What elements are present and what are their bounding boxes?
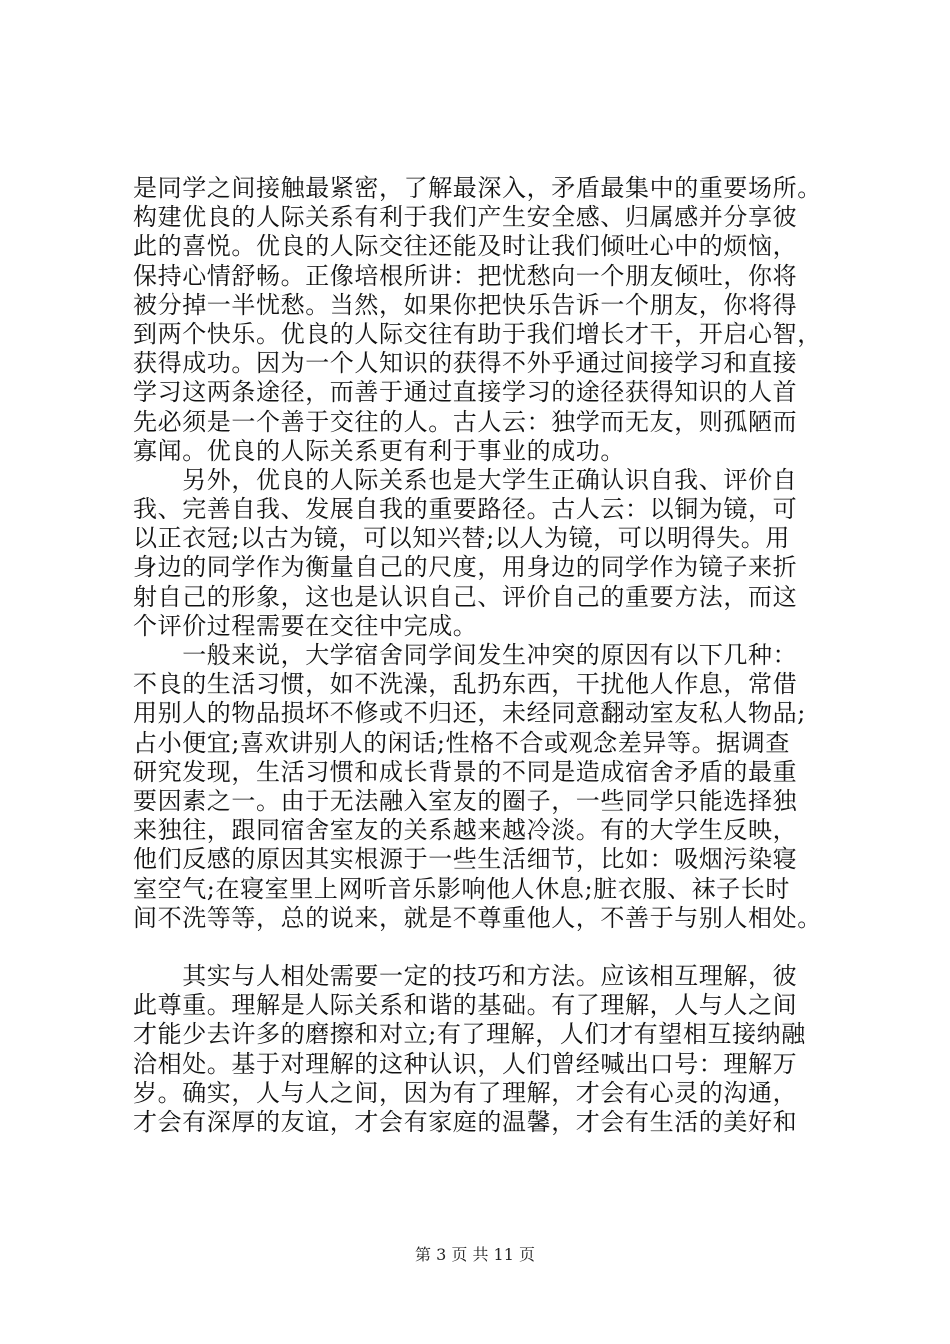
text-line: 才能少去许多的磨擦和对立;有了理解，人们才有望相互接纳融 <box>133 1020 806 1049</box>
text-line: 是同学之间接触最紧密，了解最深入，矛盾最集中的重要场所。 <box>133 174 822 202</box>
text-line: 岁。确实，人与人之间，因为有了理解，才会有心灵的沟通， <box>133 1078 798 1107</box>
text-line: 另外，优良的人际关系也是大学生正确认识自我、评价自 <box>133 465 798 494</box>
text-line: 我、完善自我、发展自我的重要路径。古人云：以铜为镜，可 <box>133 495 798 524</box>
text-line: 来独往，跟同宿舍室友的关系越来越冷淡。有的大学生反映， <box>133 816 798 845</box>
text-line: 被分掉一半忧愁。当然，如果你把快乐告诉一个朋友，你将得 <box>133 290 798 319</box>
text-line: 学习这两条途径，而善于通过直接学习的途径获得知识的人首 <box>133 378 798 407</box>
text-line: 要因素之一。由于无法融入室友的圈子，一些同学只能选择独 <box>133 786 798 815</box>
text-line: 才会有深厚的友谊，才会有家庭的温馨，才会有生活的美好和 <box>133 1108 798 1136</box>
text-line: 射自己的形象，这也是认识自己、评价自己的重要方法，而这 <box>133 582 798 611</box>
text-line: 占小便宜;喜欢讲别人的闲话;性格不合或观念差异等。据调查 <box>133 728 790 757</box>
text-line: 个评价过程需要在交往中完成。 <box>133 611 478 640</box>
text-line: 其实与人相处需要一定的技巧和方法。应该相互理解，彼 <box>133 962 798 991</box>
text-line: 以正衣冠;以古为镜，可以知兴替;以人为镜，可以明得失。用 <box>133 524 790 553</box>
text-line: 研究发现，生活习惯和成长背景的不同是造成宿舍矛盾的最重 <box>133 757 798 786</box>
text-line: 先必须是一个善于交往的人。古人云：独学而无友，则孤陋而 <box>133 407 798 436</box>
page-footer: 第 3 页 共 11 页 <box>415 1245 535 1264</box>
text-line: 室空气;在寝室里上网听音乐影响他人休息;脏衣服、袜子长时 <box>133 874 790 903</box>
text-line: 不良的生活习惯，如不洗澡，乱扔东西，干扰他人作息，常借 <box>133 670 798 699</box>
text-line: 身边的同学作为衡量自己的尺度，用身边的同学作为镜子来折 <box>133 553 798 582</box>
text-line: 获得成功。因为一个人知识的获得不外乎通过间接学习和直接 <box>133 349 798 378</box>
blank-line <box>133 933 833 962</box>
text-line: 间不洗等等，总的说来，就是不尊重他人，不善于与别人相处。 <box>133 903 822 932</box>
text-line: 到两个快乐。优良的人际交往有助于我们增长才干，开启心智， <box>133 319 822 348</box>
text-line: 此的喜悦。优良的人际交往还能及时让我们倾吐心中的烦恼， <box>133 232 798 261</box>
text-line: 一般来说，大学宿舍同学间发生冲突的原因有以下几种： <box>133 641 798 669</box>
text-line: 洽相处。基于对理解的这种认识，人们曾经喊出口号：理解万 <box>133 1049 798 1078</box>
text-line: 用别人的物品损坏不修或不归还，未经同意翻动室友私人物品; <box>133 699 806 728</box>
text-line: 保持心情舒畅。正像培根所讲：把忧愁向一个朋友倾吐，你将 <box>133 261 798 290</box>
text-line: 构建优良的人际关系有利于我们产生安全感、归属感并分享彼 <box>133 203 798 232</box>
body-text <box>133 174 833 1137</box>
text-line: 他们反感的原因其实根源于一些生活细节，比如：吸烟污染寝 <box>133 845 798 874</box>
text-line: 此尊重。理解是人际关系和谐的基础。有了理解，人与人之间 <box>133 991 798 1020</box>
text-line: 寡闻。优良的人际关系更有利于事业的成功。 <box>133 436 625 465</box>
